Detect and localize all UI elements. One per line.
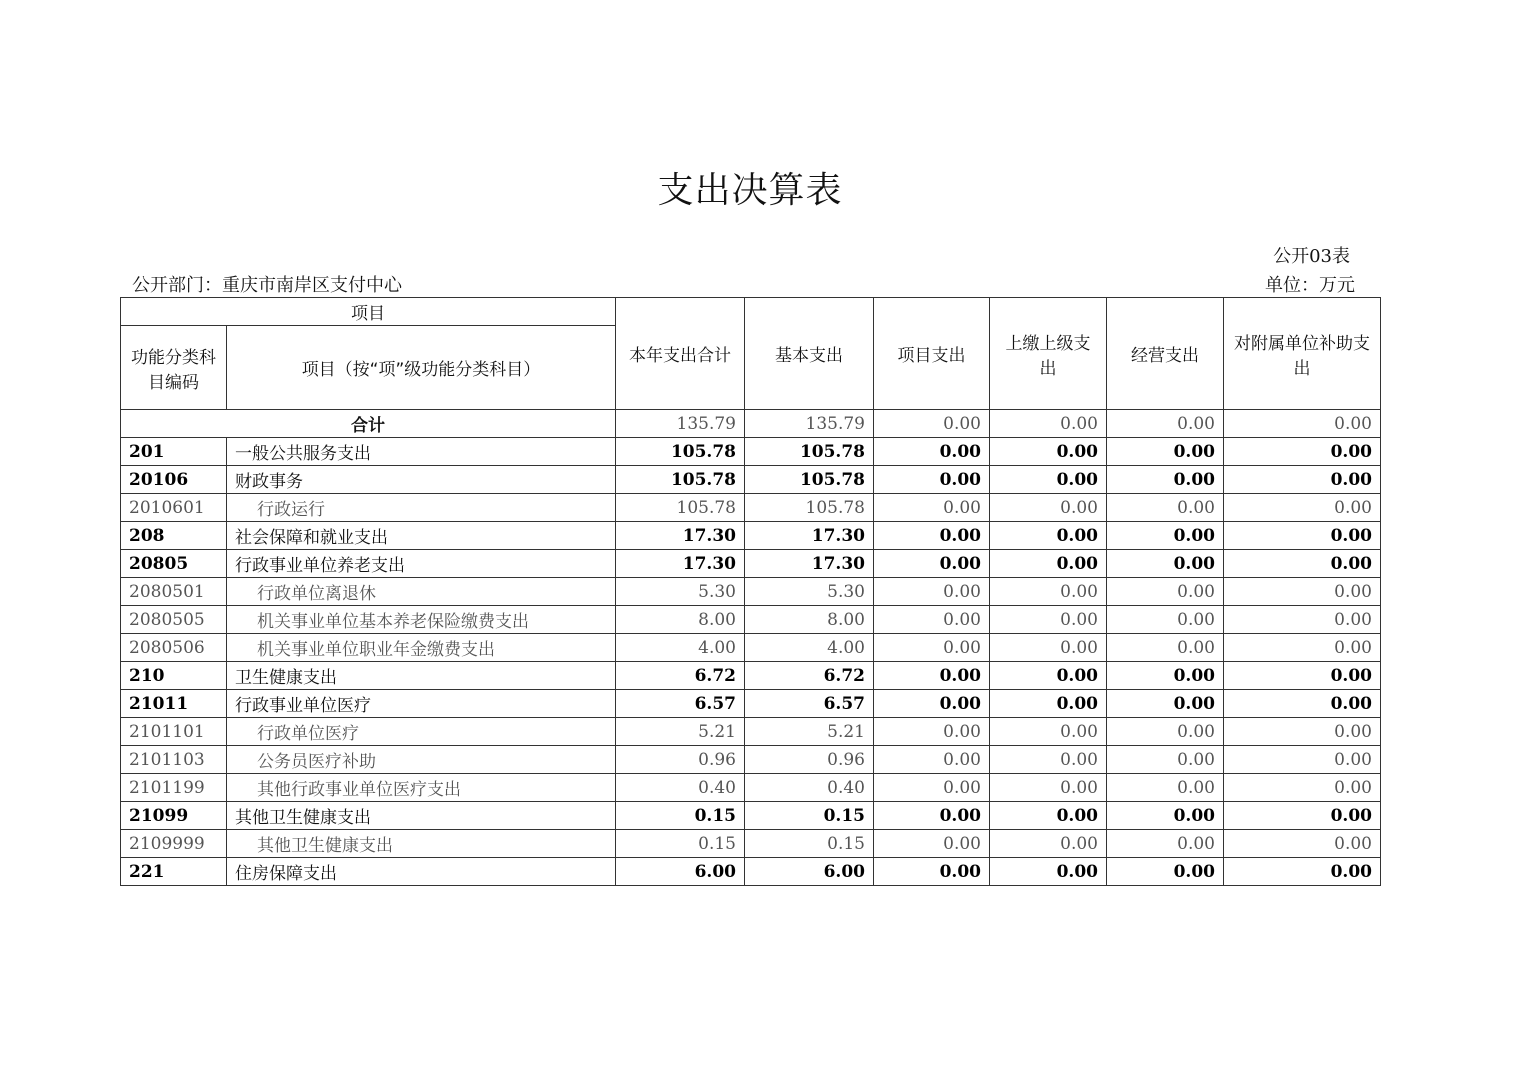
row-value: 5.21	[616, 718, 745, 746]
row-value: 0.00	[990, 466, 1107, 494]
row-value: 0.00	[1224, 690, 1381, 718]
table-row	[121, 578, 1381, 606]
row-code: 2101199	[121, 774, 227, 802]
row-value: 0.00	[1107, 550, 1224, 578]
row-value: 0.00	[990, 578, 1107, 606]
unit-label: 单位：万元	[1265, 275, 1355, 296]
header-name: 项目（按“项”级功能分类科目）	[227, 326, 616, 410]
row-value: 0.15	[616, 802, 745, 830]
row-value: 6.57	[745, 690, 874, 718]
row-value: 17.30	[745, 522, 874, 550]
row-value: 0.00	[1107, 522, 1224, 550]
row-code: 2080501	[121, 578, 227, 606]
table-row	[121, 494, 1381, 522]
total-cell: 0.00	[1107, 410, 1224, 438]
row-value: 5.30	[616, 578, 745, 606]
row-value: 0.00	[1107, 690, 1224, 718]
table-row	[121, 802, 1381, 830]
row-value: 0.00	[990, 662, 1107, 690]
table-row	[121, 746, 1381, 774]
row-code: 208	[121, 522, 227, 550]
row-value: 0.96	[616, 746, 745, 774]
row-value: 0.00	[1224, 494, 1381, 522]
row-value: 0.00	[990, 746, 1107, 774]
header-item-group: 项目	[121, 298, 616, 326]
row-value: 5.21	[745, 718, 874, 746]
row-code: 210	[121, 662, 227, 690]
row-value: 0.00	[990, 438, 1107, 466]
row-code: 2101101	[121, 718, 227, 746]
row-code: 221	[121, 858, 227, 886]
row-value: 0.00	[1224, 522, 1381, 550]
row-name: 机关事业单位职业年金缴费支出	[227, 634, 616, 662]
row-value: 0.00	[1107, 634, 1224, 662]
row-value: 6.72	[616, 662, 745, 690]
row-code: 2080506	[121, 634, 227, 662]
row-value: 0.00	[874, 830, 990, 858]
table-row	[121, 522, 1381, 550]
row-value: 0.00	[990, 634, 1107, 662]
row-name: 住房保障支出	[227, 858, 616, 886]
row-value: 0.00	[990, 830, 1107, 858]
table-row	[121, 718, 1381, 746]
row-value: 0.00	[990, 774, 1107, 802]
row-value: 0.00	[990, 606, 1107, 634]
row-value: 4.00	[616, 634, 745, 662]
table-row	[121, 690, 1381, 718]
row-value: 0.00	[1224, 830, 1381, 858]
row-value: 0.00	[1107, 802, 1224, 830]
row-value: 5.30	[745, 578, 874, 606]
row-value: 0.40	[616, 774, 745, 802]
row-name: 财政事务	[227, 466, 616, 494]
row-value: 8.00	[616, 606, 745, 634]
row-value: 0.00	[874, 662, 990, 690]
row-value: 6.57	[616, 690, 745, 718]
row-value: 0.00	[1107, 746, 1224, 774]
row-value: 105.78	[745, 466, 874, 494]
page-title: 支出决算表	[657, 170, 843, 211]
header-business: 经营支出	[1107, 298, 1224, 410]
row-value: 0.00	[1224, 774, 1381, 802]
row-value: 0.00	[1224, 550, 1381, 578]
row-code: 2109999	[121, 830, 227, 858]
row-value: 0.00	[1107, 438, 1224, 466]
row-code: 201	[121, 438, 227, 466]
row-value: 0.00	[1107, 830, 1224, 858]
row-value: 105.78	[616, 494, 745, 522]
row-value: 0.00	[1224, 662, 1381, 690]
row-value: 0.15	[745, 802, 874, 830]
header-basic: 基本支出	[745, 298, 874, 410]
header-total: 本年支出合计	[616, 298, 745, 410]
row-value: 105.78	[745, 494, 874, 522]
row-value: 0.00	[874, 578, 990, 606]
row-value: 105.78	[745, 438, 874, 466]
row-value: 0.00	[1224, 746, 1381, 774]
department-label: 公开部门：重庆市南岸区支付中心	[132, 275, 402, 296]
row-value: 17.30	[616, 550, 745, 578]
row-value: 0.00	[1107, 858, 1224, 886]
row-value: 6.00	[745, 858, 874, 886]
row-value: 0.15	[616, 830, 745, 858]
row-name: 其他行政事业单位医疗支出	[227, 774, 616, 802]
table-row	[121, 662, 1381, 690]
row-value: 0.00	[1107, 662, 1224, 690]
row-value: 0.00	[1224, 802, 1381, 830]
row-value: 0.00	[990, 550, 1107, 578]
row-value: 0.00	[1224, 466, 1381, 494]
row-name: 其他卫生健康支出	[227, 802, 616, 830]
row-value: 0.00	[1224, 634, 1381, 662]
row-value: 6.00	[616, 858, 745, 886]
total-cell: 135.79	[616, 410, 745, 438]
total-cell: 0.00	[1224, 410, 1381, 438]
row-value: 0.00	[990, 522, 1107, 550]
row-code: 20805	[121, 550, 227, 578]
row-name: 社会保障和就业支出	[227, 522, 616, 550]
row-value: 0.00	[874, 634, 990, 662]
row-value: 0.00	[1224, 578, 1381, 606]
row-code: 21011	[121, 690, 227, 718]
header-project: 项目支出	[874, 298, 990, 410]
row-value: 0.00	[1107, 718, 1224, 746]
row-value: 0.00	[990, 690, 1107, 718]
row-name: 公务员医疗补助	[227, 746, 616, 774]
total-cell: 135.79	[745, 410, 874, 438]
row-value: 0.00	[874, 438, 990, 466]
row-value: 0.00	[1107, 774, 1224, 802]
row-value: 0.00	[874, 550, 990, 578]
header-subsidy: 对附属单位补助支出	[1224, 298, 1381, 410]
row-code: 2101103	[121, 746, 227, 774]
row-value: 8.00	[745, 606, 874, 634]
row-name: 行政单位医疗	[227, 718, 616, 746]
header-code: 功能分类科目编码	[121, 326, 227, 410]
row-value: 0.00	[874, 494, 990, 522]
row-value: 17.30	[616, 522, 745, 550]
row-value: 0.00	[990, 494, 1107, 522]
row-value: 17.30	[745, 550, 874, 578]
row-value: 0.15	[745, 830, 874, 858]
row-value: 0.00	[874, 522, 990, 550]
row-value: 0.00	[874, 802, 990, 830]
table-row	[121, 634, 1381, 662]
row-value: 4.00	[745, 634, 874, 662]
row-value: 0.00	[1107, 578, 1224, 606]
row-value: 0.00	[1224, 858, 1381, 886]
row-value: 0.00	[1107, 606, 1224, 634]
table-row	[121, 550, 1381, 578]
row-name: 机关事业单位基本养老保险缴费支出	[227, 606, 616, 634]
table-row	[121, 774, 1381, 802]
row-value: 0.00	[874, 858, 990, 886]
row-value: 0.00	[874, 606, 990, 634]
total-cell: 0.00	[874, 410, 990, 438]
table-row	[121, 438, 1381, 466]
row-value: 0.00	[990, 718, 1107, 746]
table-row	[121, 466, 1381, 494]
row-value: 0.00	[874, 774, 990, 802]
row-value: 0.00	[1107, 466, 1224, 494]
total-label: 合计	[121, 410, 616, 438]
row-value: 0.00	[874, 690, 990, 718]
form-number: 公开03表	[1273, 246, 1350, 267]
total-row	[121, 410, 1381, 438]
row-value: 0.00	[874, 718, 990, 746]
row-value: 0.00	[990, 858, 1107, 886]
row-name: 其他卫生健康支出	[227, 830, 616, 858]
row-value: 0.00	[874, 746, 990, 774]
table-row	[121, 830, 1381, 858]
row-value: 0.40	[745, 774, 874, 802]
total-cell: 0.00	[990, 410, 1107, 438]
table-row	[121, 606, 1381, 634]
row-value: 105.78	[616, 466, 745, 494]
row-value: 105.78	[616, 438, 745, 466]
expenditure-table	[120, 297, 1381, 886]
row-value: 0.00	[1107, 494, 1224, 522]
header-upper: 上缴上级支出	[990, 298, 1107, 410]
row-name: 行政事业单位养老支出	[227, 550, 616, 578]
row-name: 一般公共服务支出	[227, 438, 616, 466]
table-row	[121, 858, 1381, 886]
row-name: 行政事业单位医疗	[227, 690, 616, 718]
row-value: 0.00	[1224, 606, 1381, 634]
row-value: 0.00	[990, 802, 1107, 830]
row-value: 6.72	[745, 662, 874, 690]
row-value: 0.96	[745, 746, 874, 774]
row-name: 行政运行	[227, 494, 616, 522]
row-value: 0.00	[1224, 438, 1381, 466]
row-value: 0.00	[874, 466, 990, 494]
row-name: 卫生健康支出	[227, 662, 616, 690]
row-name: 行政单位离退休	[227, 578, 616, 606]
row-code: 2010601	[121, 494, 227, 522]
row-code: 21099	[121, 802, 227, 830]
row-code: 20106	[121, 466, 227, 494]
row-value: 0.00	[1224, 718, 1381, 746]
row-code: 2080505	[121, 606, 227, 634]
